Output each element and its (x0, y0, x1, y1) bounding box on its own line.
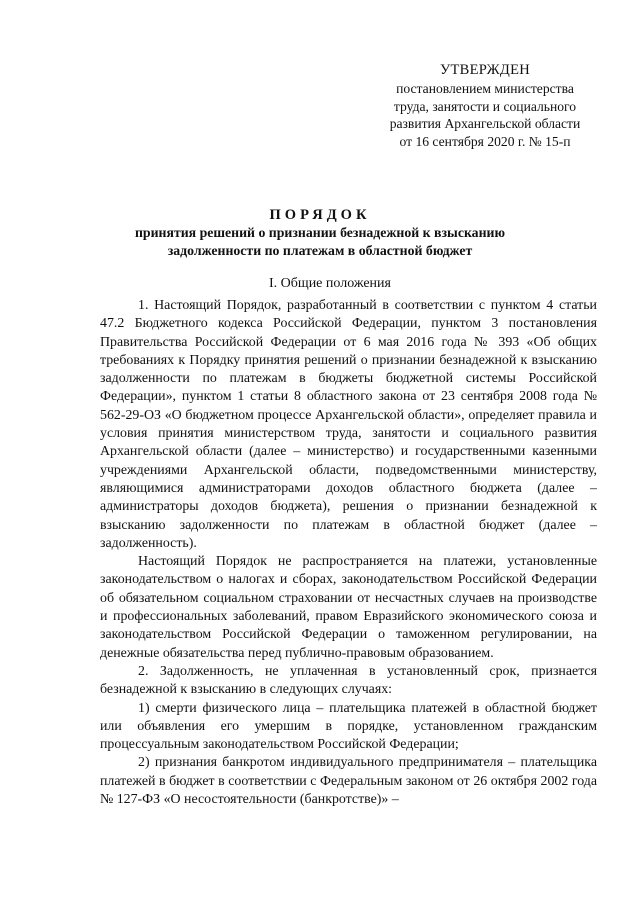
section-heading: I. Общие положения (269, 276, 391, 291)
body-paragraph: 2) признания банкротом индивидуального предпринимателя – плательщика платежей в бюджет в соответствии с Федеральным законом от 26 октября 2002 года № 127-ФЗ «О несостоятельности (банкротстве)» – (100, 755, 597, 808)
approval-line: постановлением министерства (396, 81, 574, 97)
title-main: ПОРЯДОК (269, 207, 371, 223)
approval-heading: УТВЕРЖДЕН (439, 62, 531, 78)
body-paragraph: Настоящий Порядок не распространяется на платежи, установленные законодательством о налогах и сборах, законодательством Российской Федерации об обязательном социальном страховании от несчастных случаев на производстве и профессиональных заболеваний, правом Евразийского экономического союза и законодательством Российской Федерации о таможенном регулировании, на денежные обязательства перед публично-правовым образованием. (100, 554, 597, 661)
body-paragraph: 1) смерти физического лица – плательщика платежей в областной бюджет или объявления его умершим в порядке, установленном гражданским процессуальным законодательством Российской Федерации; (100, 700, 597, 753)
body-paragraph: 1. Настоящий Порядок, разработанный в соответствии с пунктом 4 статьи 47.2 Бюджетного кодекса Российской Федерации, пунктом 3 постановления Правительства Российской Федерации от 6 мая 2016 года № 393 «Об общих требованиях к Порядку принятия решений о признании безнадежной к взысканию задолженности по платежам в бюджеты бюджетной системы Российской Федерации», пунктом 1 статьи 8 областного закона от 23 сентября 2008 года № 562-29-ОЗ «О бюджетном процессе Архангельской области», определяет правила и условия принятия министерством труда, занятости и социального развития Архангельской области (далее – министерство) и государственными казенными учреждениями Архангельской области, подведомственными министерству, являющимися администраторами доходов областного бюджета (далее – администраторы доходов бюджета), решения о признании безнадежной к взысканию задолженности по платежам в областной бюджет (далее – задолженность). (100, 298, 597, 551)
approval-line: от 16 сентября 2020 г. № 15-п (399, 133, 571, 149)
approval-line: труда, занятости и социального (393, 98, 577, 114)
document-title (90, 206, 550, 259)
approval-stamp (360, 62, 610, 150)
title-subtitle-line: задолженности по платежам в областной бюджет (167, 242, 473, 258)
document-body (100, 297, 597, 809)
approval-line: развития Архангельской области (389, 116, 581, 132)
title-subtitle-line: принятия решений о признании безнадежной к взысканию (134, 225, 506, 240)
body-paragraph: 2. Задолженность, не уплаченная в установленный срок, признается безнадежной к взысканию в следующих случаях: (100, 663, 597, 698)
